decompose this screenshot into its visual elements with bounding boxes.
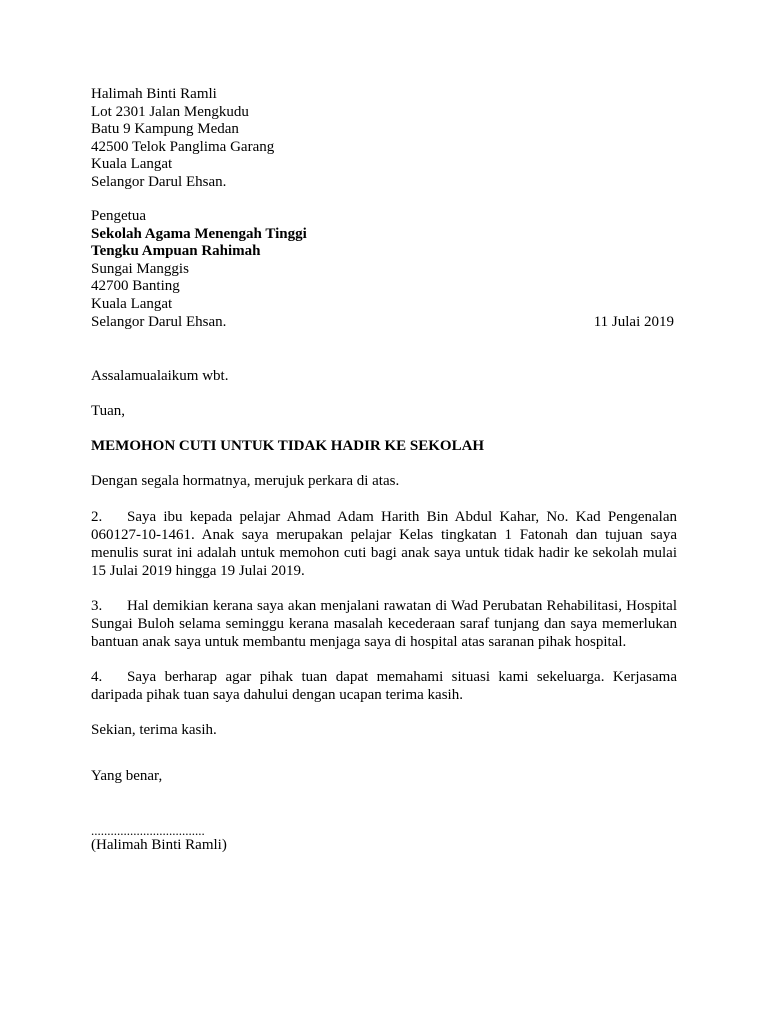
salutation: Tuan, <box>91 403 126 419</box>
paragraph-number: 4. <box>91 669 103 685</box>
paragraph <box>91 668 677 704</box>
subject-heading: MEMOHON CUTI UNTUK TIDAK HADIR KE SEKOLAH <box>91 438 485 454</box>
paragraph <box>91 508 677 580</box>
recipient-address-line: 42700 Banting <box>91 278 180 295</box>
greeting: Assalamualaikum wbt. <box>91 368 229 384</box>
signer-name: (Halimah Binti Ramli) <box>91 837 227 853</box>
paragraph <box>91 597 677 651</box>
closing: Sekian, terima kasih. <box>91 722 217 738</box>
recipient-school-line: Sekolah Agama Menengah Tinggi <box>91 225 307 242</box>
recipient-title: Pengetua <box>91 208 146 224</box>
sender-address-line: Selangor Darul Ehsan. <box>91 173 227 190</box>
recipient-address-line: Sungai Manggis <box>91 260 189 277</box>
recipient-address-line: Kuala Langat <box>91 295 173 312</box>
sender-address-line: 42500 Telok Panglima Garang <box>91 138 275 155</box>
sender-address-line: Batu 9 Kampung Medan <box>91 121 239 138</box>
sender-name: Halimah Binti Ramli <box>91 86 217 102</box>
paragraph-text: Hal demikian kerana saya akan menjalani rawatan di Wad Perubatan Rehabilitasi, Hospital Sungai Buloh selama seminggu kerana masalah kecederaan saraf tunjang dan saya memerlukan bantuan anak saya untuk membantu menjaga saya di hospital atas saranan pihak hospital. <box>91 598 677 650</box>
sender-address <box>91 86 677 192</box>
sign-off: Yang benar, <box>91 768 163 784</box>
sender-address-line: Kuala Langat <box>91 156 173 173</box>
letter-date: 11 Julai 2019 <box>593 313 674 330</box>
recipient-address <box>91 208 677 331</box>
sender-address-line: Lot 2301 Jalan Mengkudu <box>91 103 249 120</box>
recipient-last-row <box>91 314 677 332</box>
signature-line: ................................... <box>91 823 205 838</box>
paragraph-text: Saya ibu kepada pelajar Ahmad Adam Harith Bin Abdul Kahar, No. Kad Pengenalan 060127-10-1461. Anak saya merupakan pelajar Kelas tingkatan 1 Fatonah dan tujuan saya menulis surat ini adalah untuk memohon cuti bagi anak saya untuk tidak hadir ke sekolah mulai 15 Julai 2019 hingga 19 Julai 2019. <box>91 509 677 579</box>
recipient-address-line: Selangor Darul Ehsan. <box>91 313 227 330</box>
paragraph-number: 3. <box>91 598 103 614</box>
paragraph-number: 2. <box>91 509 103 525</box>
paragraph-text: Saya berharap agar pihak tuan dapat memahami situasi kami sekeluarga. Kerjasama daripada pihak tuan saya dahului dengan ucapan terima kasih. <box>91 669 677 703</box>
opening-sentence: Dengan segala hormatnya, merujuk perkara di atas. <box>91 473 400 489</box>
recipient-school-line: Tengku Ampuan Rahimah <box>91 243 261 260</box>
